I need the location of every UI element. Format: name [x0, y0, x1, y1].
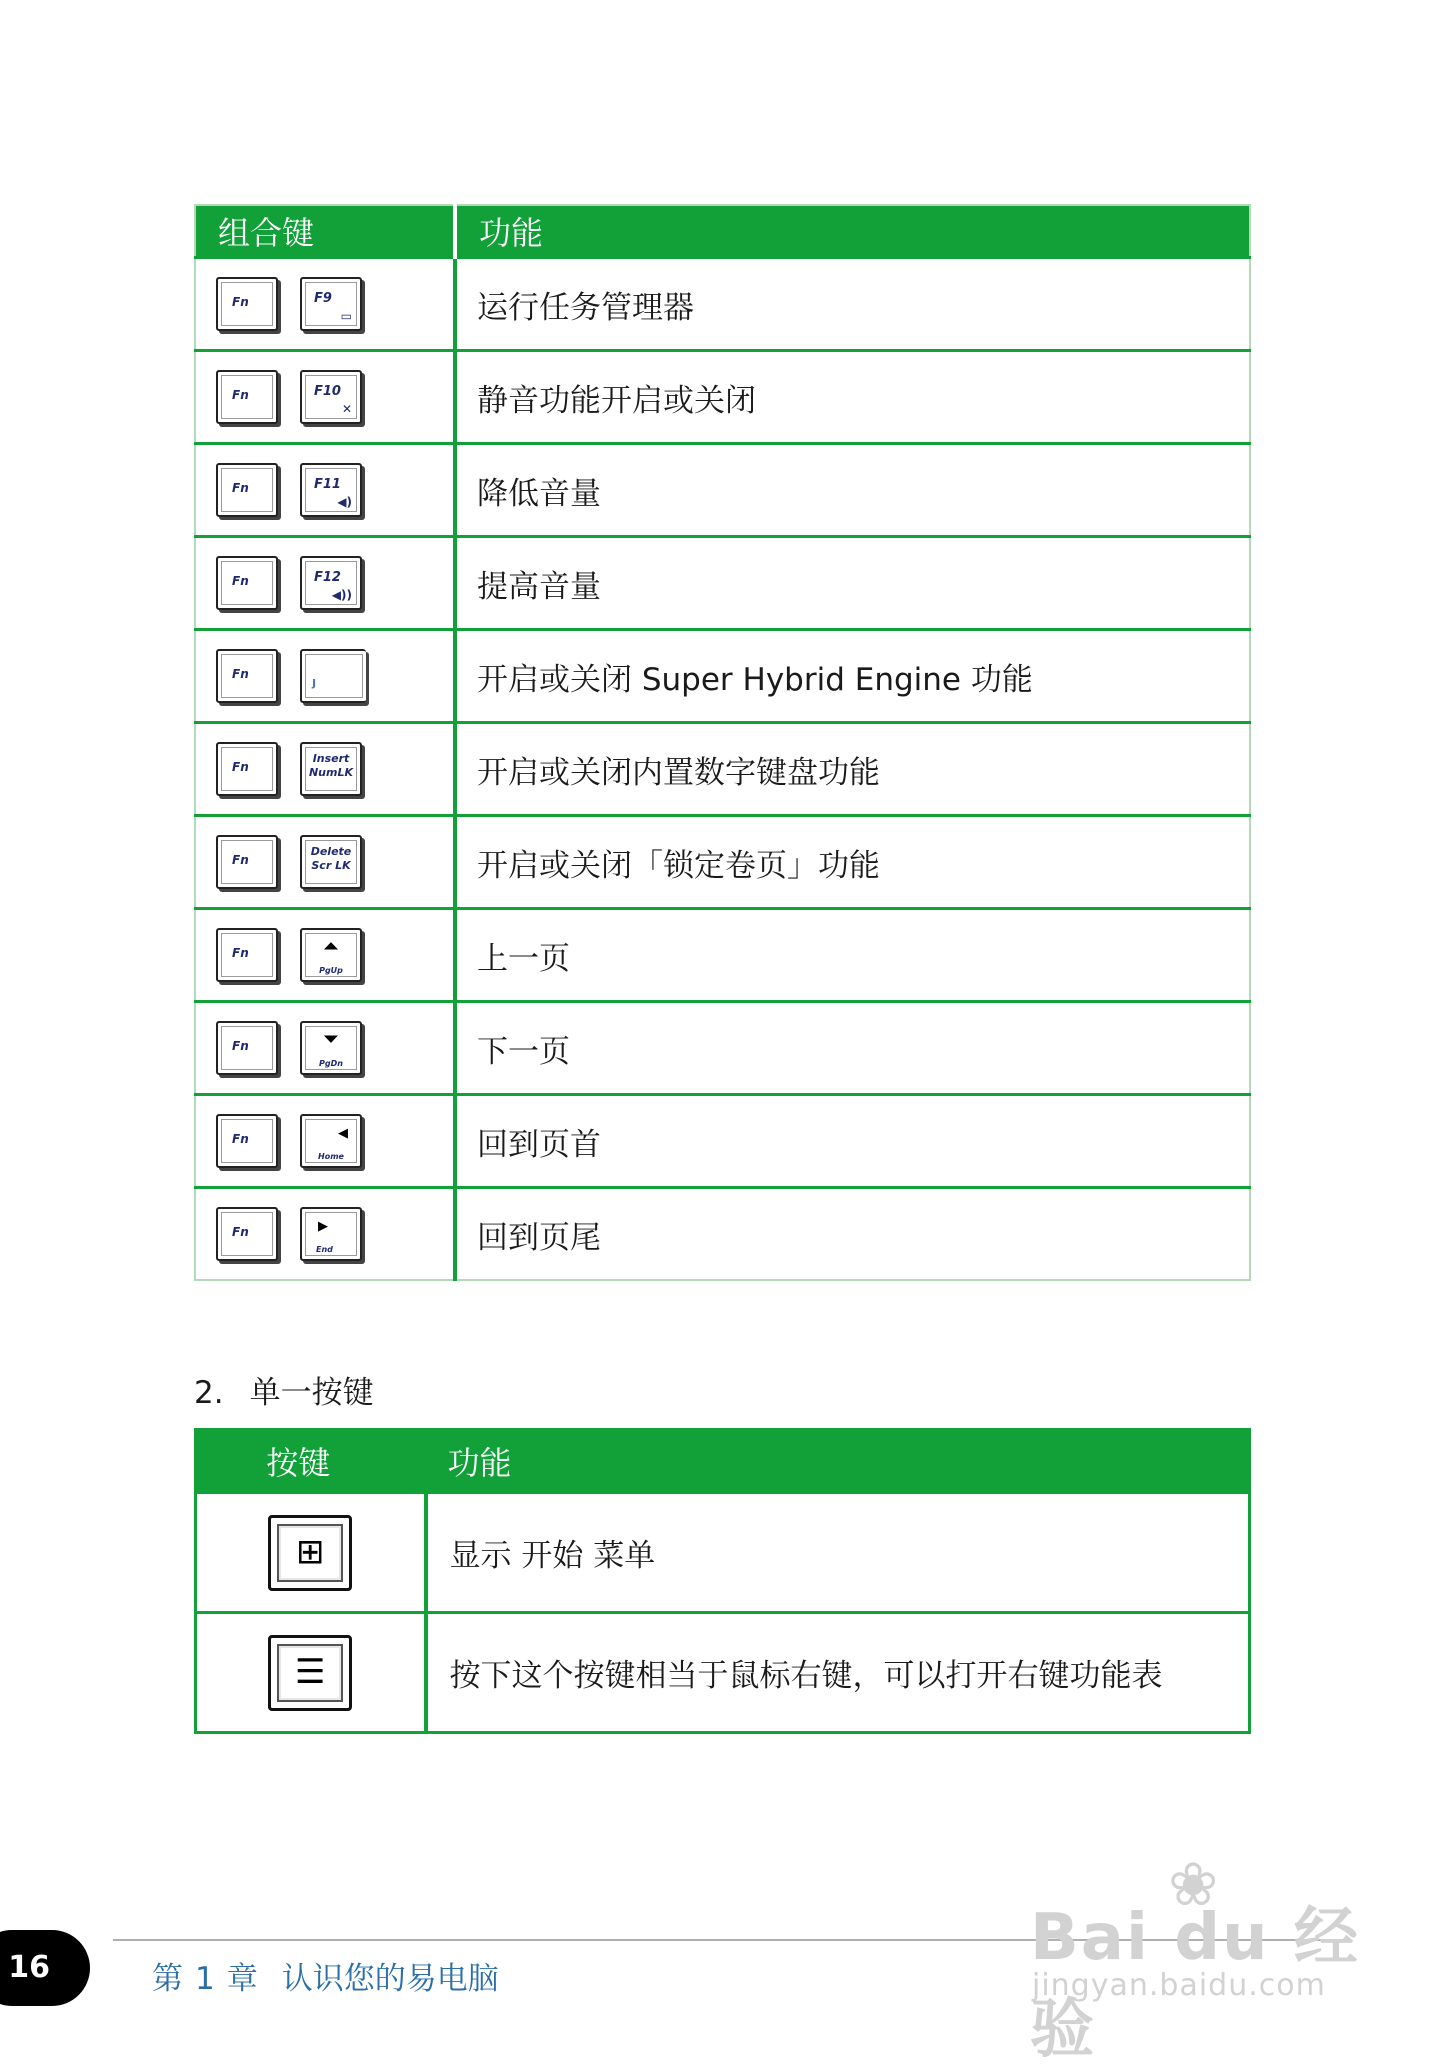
section-heading — [194, 1367, 374, 1412]
section-number: 2. — [194, 1375, 224, 1411]
pgup-key-icon: ⏶ PgUp — [300, 928, 362, 982]
windows-logo-icon: ⊞ — [296, 1531, 325, 1572]
super-hybrid-key-icon — [300, 649, 366, 703]
key-combo-cell — [195, 351, 455, 444]
super-hybrid-engine-icon: ȷ — [312, 675, 317, 689]
key-combo-cell — [195, 444, 455, 537]
key-cell — [196, 1613, 426, 1733]
table-row — [196, 1493, 1250, 1613]
end-arrow-icon: ▶ — [318, 1219, 328, 1234]
table-row — [195, 1095, 1250, 1188]
fn-key-icon: Fn — [216, 928, 278, 982]
key-combo-cell — [195, 630, 455, 723]
table-row — [195, 444, 1250, 537]
function-description: 下一页 — [455, 1002, 1250, 1095]
fn-key-icon: Fn — [216, 1114, 278, 1168]
mute-icon: ✕ — [341, 402, 352, 416]
f12-key-icon: F12 ◀)) — [300, 556, 362, 610]
function-description: 显示 开始 菜单 — [426, 1493, 1250, 1613]
combo-key-table — [194, 204, 1251, 1281]
fn-key-icon: Fn — [216, 277, 278, 331]
table-row — [195, 537, 1250, 630]
end-key-icon: ▶ End — [300, 1207, 362, 1261]
fn-key-icon: Fn — [216, 742, 278, 796]
task-manager-icon: ▭ — [340, 309, 352, 323]
table-row — [195, 909, 1250, 1002]
function-description: 提高音量 — [455, 537, 1250, 630]
home-key-icon: ◀ Home — [300, 1114, 362, 1168]
delete-scrlk-key-icon: Delete Scr LK — [300, 835, 362, 889]
key-cell — [196, 1493, 426, 1613]
menu-key-icon — [268, 1635, 352, 1711]
table-row — [195, 351, 1250, 444]
function-description: 回到页首 — [455, 1095, 1250, 1188]
function-description: 回到页尾 — [455, 1188, 1250, 1281]
function-description: 开启或关闭内置数字键盘功能 — [455, 723, 1250, 816]
key-combo-cell — [195, 1188, 455, 1281]
function-description: 上一页 — [455, 909, 1250, 1002]
page-up-icon: ⏶ — [323, 936, 339, 957]
f9-key-icon: F9 ▭ — [300, 277, 362, 331]
key-combo-cell — [195, 816, 455, 909]
pgdn-key-icon: ⏷ PgDn — [300, 1021, 362, 1075]
table-row — [195, 630, 1250, 723]
volume-down-icon: ◀) — [337, 495, 352, 509]
f11-key-icon: F11 ◀) — [300, 463, 362, 517]
table-row — [196, 1613, 1250, 1733]
page-down-icon: ⏷ — [323, 1029, 339, 1050]
table-row — [195, 1002, 1250, 1095]
key-combo-cell — [195, 909, 455, 1002]
key-combo-cell — [195, 723, 455, 816]
table-row — [195, 723, 1250, 816]
fn-key-icon: Fn — [216, 1021, 278, 1075]
combo-table-header — [195, 205, 1250, 258]
function-description: 开启或关闭 Super Hybrid Engine 功能 — [455, 630, 1250, 723]
fn-key-icon: Fn — [216, 556, 278, 610]
footer-chapter-title: 第 1 章 认识您的易电脑 — [152, 1961, 499, 1997]
context-menu-icon: ☰ — [295, 1651, 326, 1692]
table-row — [195, 1188, 1250, 1281]
insert-numlk-key-icon: Insert NumLK — [300, 742, 362, 796]
home-arrow-icon: ◀ — [338, 1126, 348, 1141]
page-number-badge: 16 — [0, 1930, 90, 2006]
key-combo-cell — [195, 537, 455, 630]
header-combo-keys: 组合键 — [195, 205, 455, 258]
fn-key-icon: Fn — [216, 1207, 278, 1261]
windows-key-icon — [268, 1515, 352, 1591]
key-combo-cell — [195, 1002, 455, 1095]
key-combo-cell — [195, 258, 455, 351]
header-key: 按键 — [196, 1430, 426, 1493]
watermark-url: jingyan.baidu.com — [1032, 1968, 1326, 2003]
function-description: 开启或关闭「锁定卷页」功能 — [455, 816, 1250, 909]
single-table-header — [196, 1430, 1250, 1493]
fn-key-icon: Fn — [216, 370, 278, 424]
f10-key-icon: F10 ✕ — [300, 370, 362, 424]
baidu-watermark — [1030, 1850, 1370, 2067]
paw-icon: ❀ — [1168, 1850, 1219, 1920]
volume-up-icon: ◀)) — [331, 588, 352, 602]
fn-key-icon: Fn — [216, 463, 278, 517]
function-description: 按下这个按键相当于鼠标右键，可以打开右键功能表 — [426, 1613, 1250, 1733]
watermark-logo: Bai du 经验 — [1030, 1901, 1360, 2067]
function-description: 降低音量 — [455, 444, 1250, 537]
fn-key-icon: Fn — [216, 649, 278, 703]
key-combo-cell — [195, 1095, 455, 1188]
function-description: 静音功能开启或关闭 — [455, 351, 1250, 444]
function-description: 运行任务管理器 — [455, 258, 1250, 351]
table-row — [195, 258, 1250, 351]
fn-key-icon: Fn — [216, 835, 278, 889]
header-function: 功能 — [455, 205, 1250, 258]
header-function: 功能 — [426, 1430, 1250, 1493]
single-key-table — [194, 1428, 1251, 1734]
section-title: 单一按键 — [249, 1375, 374, 1411]
table-row — [195, 816, 1250, 909]
